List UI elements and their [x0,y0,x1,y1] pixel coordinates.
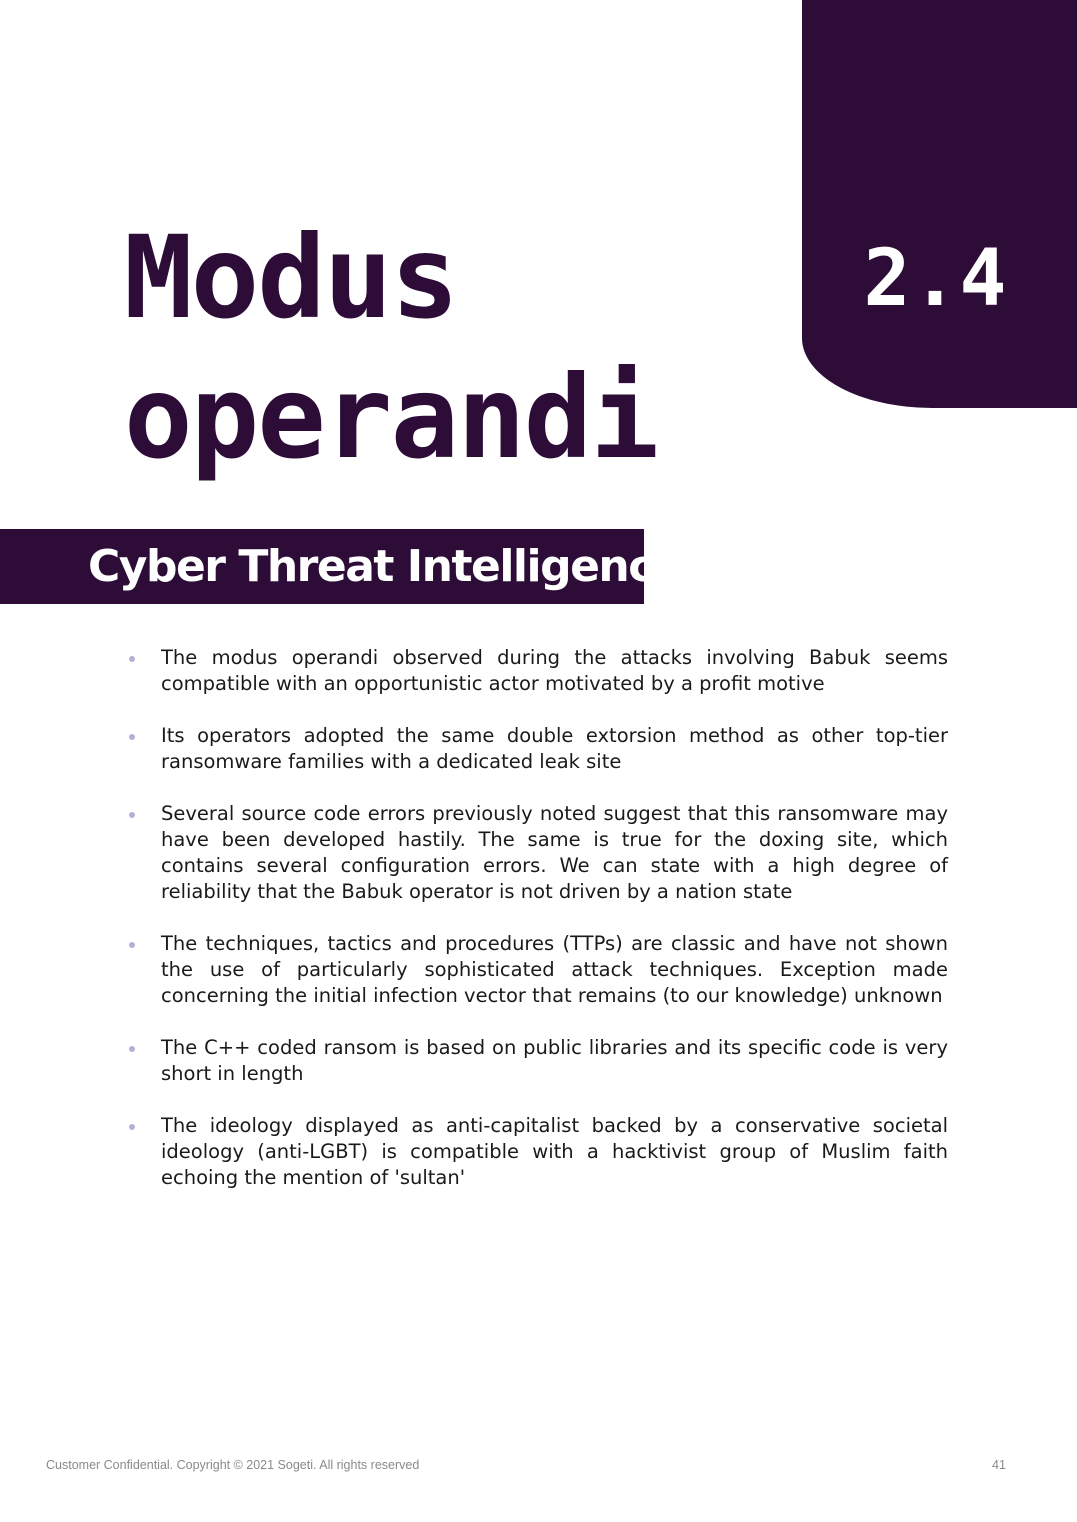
bullet-icon [129,812,135,818]
list-item [126,801,948,905]
list-item-text: The ideology displayed as anti-capitalist backed by a conservative societal ideology (anti-LGBT) is compatible with a hacktivist group of Muslim faith echoing the mention of 'sultan' [161,1114,948,1189]
page-title-line-2: operandi [124,351,658,484]
category-banner-label: Cyber Threat Intelligence [88,541,682,592]
list-item-text: The C++ coded ransom is based on public libraries and its specific code is very short in length [161,1036,948,1085]
list-item [126,1113,948,1191]
bullet-icon [129,1124,135,1130]
section-number-tab [802,0,1077,408]
bullet-icon [129,734,135,740]
category-banner [0,529,682,604]
list-item [126,1035,948,1087]
section-number: 2.4 [863,234,1008,324]
bullet-icon [129,656,135,662]
list-item-text: The modus operandi observed during the attacks involving Babuk seems compatible with an opportunistic actor motivated by a profit motive [161,646,948,695]
bullet-icon [129,942,135,948]
list-item-text: The techniques, tactics and procedures (TTPs) are classic and have not shown the use of particularly sophisticated attack techniques. Exception made concerning the initial infection vector that remains (to our knowledge) unknown [161,932,948,1007]
list-item-text: Its operators adopted the same double extorsion method as other top-tier ransomware families with a dedicated leak site [161,724,948,773]
list-item [126,645,948,697]
page-title-line-1: Modus [124,211,458,344]
list-item [126,931,948,1009]
page-number: 41 [992,1458,1006,1472]
bullet-icon [129,1046,135,1052]
list-item-text: Several source code errors previously noted suggest that this ransomware may have been developed hastily. The same is true for the doxing site, which contains several configuration errors. We can state with a high degree of reliability that the Babuk operator is not driven by a nation state [161,802,948,903]
page-title [124,208,657,488]
footer-copyright: Customer Confidential. Copyright © 2021 Sogeti. All rights reserved [46,1458,420,1472]
findings-list [126,645,948,1217]
list-item [126,723,948,775]
